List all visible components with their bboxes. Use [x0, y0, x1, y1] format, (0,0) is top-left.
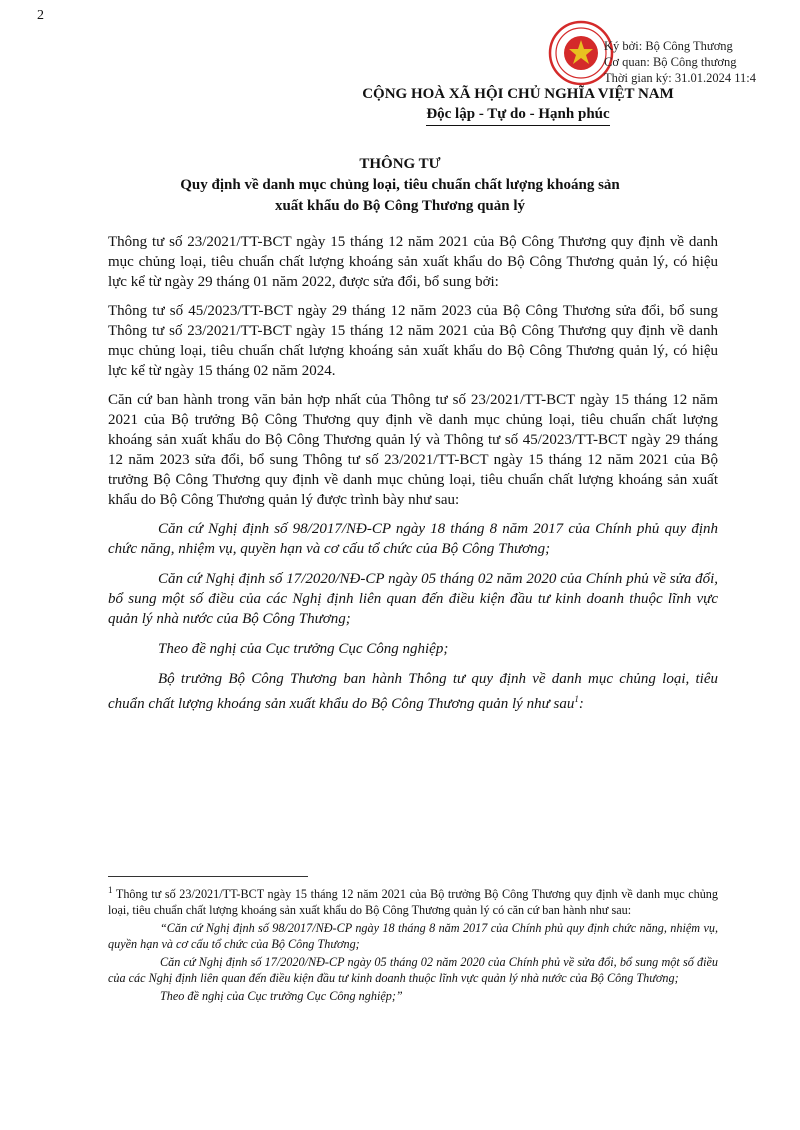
digital-signature-info	[604, 38, 756, 86]
footnote-text: Thông tư số 23/2021/TT-BCT ngày 15 tháng 12 năm 2021 của Bộ trưởng Bộ Công Thương quy định về danh mục chủng loại, tiêu chuẩn chất lượng khoáng sản xuất khẩu do Bộ Công Thương quản lý có căn cứ ban hành như sau:	[108, 887, 718, 918]
footnote-mark: 1	[108, 885, 113, 895]
document-type: THÔNG TƯ	[359, 156, 441, 172]
document-title	[95, 154, 705, 217]
footnote-1	[108, 882, 718, 918]
signature-time: Thời gian ký: 31.01.2024 11:4	[604, 71, 756, 85]
document-subject-line-2: xuất khẩu do Bộ Công Thương quản lý	[274, 198, 526, 214]
legal-basis-3: Theo đề nghị của Cục trưởng Cục Công nghiệp;	[158, 641, 449, 657]
enactment-text: Bộ trưởng Bộ Công Thương ban hành Thông tư quy định về danh mục chủng loại, tiêu chuẩn chất lượng khoáng sản xuất khẩu do Bộ Công Thương quản lý như sau	[108, 671, 718, 712]
document-subject-line-1: Quy định về danh mục chủng loại, tiêu chuẩn chất lượng khoáng sản	[180, 177, 620, 193]
page-number: 2	[37, 8, 44, 23]
paragraph-2: Thông tư số 45/2023/TT-BCT ngày 29 tháng 12 năm 2023 của Bộ Công Thương sửa đổi, bổ sung Thông tư số 23/2021/TT-BCT ngày 15 tháng 12 năm 2021 của Bộ Công Thương quy định về danh mục chủng loại, tiêu chuẩn chất lượng khoáng sản xuất khẩu do Bộ Công Thương quản lý, có hiệu lực kể từ ngày 15 tháng 02 năm 2024.	[108, 303, 718, 379]
paragraph-3: Căn cứ ban hành trong văn bản hợp nhất của Thông tư số 23/2021/TT-BCT ngày 15 tháng 12 năm 2021 của Bộ trưởng Bộ Công Thương quy định về danh mục chủng loại, tiêu chuẩn chất lượng khoáng sản xuất khẩu do Bộ Công Thương quản lý và Thông tư số 45/2023/TT-BCT ngày 29 tháng 12 năm 2023 sửa đổi, bổ sung Thông tư số 23/2021/TT-BCT ngày 15 tháng 12 năm 2021 của Bộ trưởng Bộ Công Thương quy định về danh mục chủng loại, tiêu chuẩn chất lượng khoáng sản xuất khẩu do Bộ Công Thương quản lý được trình bày như sau:	[108, 392, 718, 508]
footnotes	[108, 882, 718, 1006]
signature-organization: Cơ quan: Bộ Công thương	[604, 55, 737, 69]
footnote-reference[interactable]: 1	[574, 694, 579, 704]
legal-basis-2: Căn cứ Nghị định số 17/2020/NĐ-CP ngày 05 tháng 02 năm 2020 của Chính phủ về sửa đổi, bổ sung một số điều của các Nghị định liên quan đến điều kiện đầu tư kinh doanh thuộc lĩnh vực quản lý nhà nước của Bộ Công Thương;	[108, 571, 718, 627]
footnote-separator	[108, 876, 308, 877]
footnote-quote-3: Theo đề nghị của Cục trưởng Cục Công nghiệp;”	[160, 989, 403, 1004]
paragraph-1: Thông tư số 23/2021/TT-BCT ngày 15 tháng 12 năm 2021 của Bộ Công Thương quy định về danh mục chủng loại, tiêu chuẩn chất lượng khoáng sản xuất khẩu do Bộ Công Thương quản lý, có hiệu lực kể từ ngày 29 tháng 01 năm 2022, được sửa đổi, bổ sung bởi:	[108, 234, 718, 290]
national-header	[318, 84, 718, 126]
enactment-end: :	[578, 696, 584, 712]
footnote-quote-1: “Căn cứ Nghị định số 98/2017/NĐ-CP ngày 18 tháng 8 năm 2017 của Chính phủ quy định chức năng, nhiệm vụ, quyền hạn và cơ cấu tổ chức của Bộ Công Thương;	[108, 921, 718, 952]
document-body	[108, 232, 718, 724]
national-motto: Độc lập - Tự do - Hạnh phúc	[426, 104, 609, 126]
national-title: CỘNG HOÀ XÃ HỘI CHỦ NGHĨA VIỆT NAM	[362, 86, 674, 102]
footnote-quote-2: Căn cứ Nghị định số 17/2020/NĐ-CP ngày 05 tháng 02 năm 2020 của Chính phủ về sửa đổi, bổ sung một số điều của các Nghị định liên quan đến điều kiện đầu tư kinh doanh thuộc lĩnh vực quản lý nhà nước của Bộ Công Thương;	[108, 955, 718, 986]
signature-signer: Ký bởi: Bộ Công Thương	[604, 39, 733, 53]
legal-basis-1: Căn cứ Nghị định số 98/2017/NĐ-CP ngày 18 tháng 8 năm 2017 của Chính phủ quy định chức năng, nhiệm vụ, quyền hạn và cơ cấu tổ chức của Bộ Công Thương;	[108, 521, 718, 557]
enactment-clause	[108, 669, 718, 714]
